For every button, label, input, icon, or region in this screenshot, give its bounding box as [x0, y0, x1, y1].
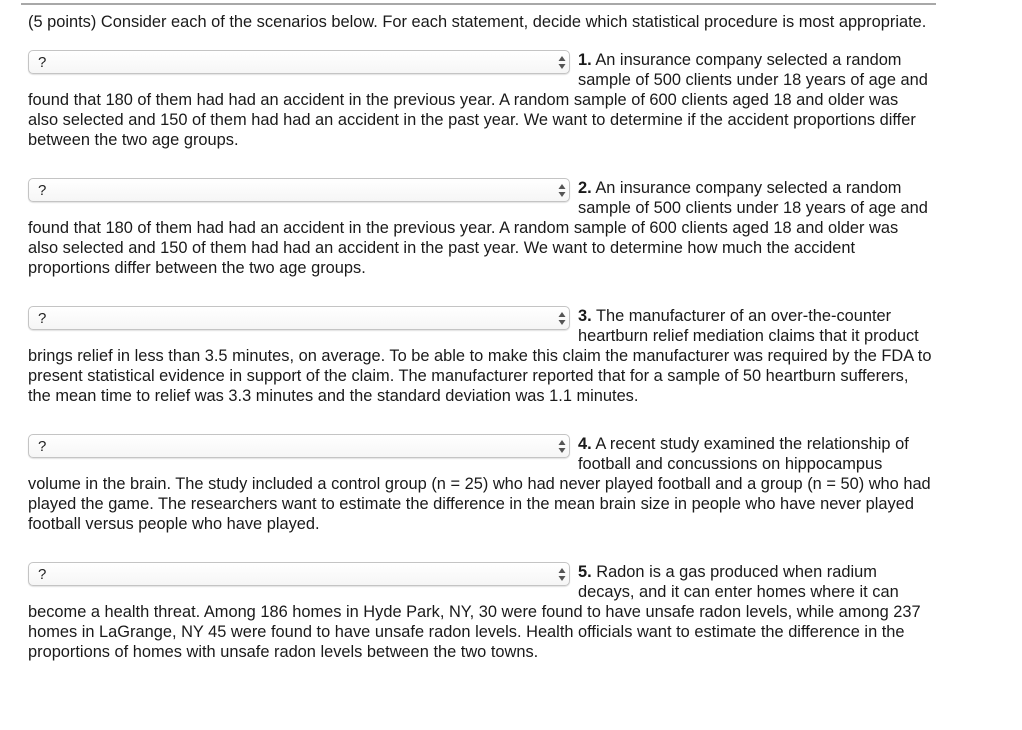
select-value-1: ?	[38, 54, 47, 71]
question-3	[28, 306, 932, 406]
question-text-5: Radon is a gas produced when radium decays, and it can enter homes where it can become a health threat. Among 186 homes in Hyde Park, NY, 30 were found to have unsafe radon levels, while among 237 homes in LaGrange, NY 45 were found to have unsafe radon levels. Health officials want to estimate the difference in the proportions of homes with unsafe radon levels between the two towns.	[28, 563, 921, 661]
updown-arrows-icon	[558, 56, 566, 69]
question-number-2: 2.	[578, 179, 592, 197]
question-text-1: An insurance company selected a random sample of 500 clients under 18 years of age and found that 180 of them had had an accident in the previous year. A random sample of 600 clients aged 18 and older was also selected and 150 of them had had an accident in the past year. We want to determine if the accident proportions differ between the two age groups.	[28, 51, 928, 149]
question-text-4: A recent study examined the relationship of football and concussions on hippocampus volume in the brain. The study included a control group (n = 25) who had never played football and a group (n = 50) who had played the game. The researchers want to estimate the difference in the mean brain size in people who have never played football versus people who have played.	[28, 435, 931, 533]
procedure-select-1[interactable]	[28, 50, 570, 74]
procedure-select-5[interactable]	[28, 562, 570, 586]
question-1	[28, 50, 932, 150]
top-divider	[21, 3, 936, 5]
select-value-4: ?	[38, 438, 47, 455]
select-value-2: ?	[38, 182, 47, 199]
question-4	[28, 434, 932, 534]
procedure-select-3[interactable]	[28, 306, 570, 330]
question-text-3: The manufacturer of an over-the-counter heartburn relief mediation claims that it product brings relief in less than 3.5 minutes, on average. To be able to make this claim the manufacturer was required by the FDA to present statistical evidence in support of the claim. The manufacturer reported that for a sample of 50 heartburn sufferers, the mean time to relief was 3.3 minutes and the standard deviation was 1.1 minutes.	[28, 307, 932, 405]
question-5	[28, 562, 932, 662]
instructions: (5 points) Consider each of the scenarios below. For each statement, decide which statistical procedure is most appropriate.	[28, 13, 927, 31]
select-value-3: ?	[38, 310, 47, 327]
updown-arrows-icon	[558, 568, 566, 581]
updown-arrows-icon	[558, 440, 566, 453]
question-number-4: 4.	[578, 435, 592, 453]
updown-arrows-icon	[558, 184, 566, 197]
procedure-select-4[interactable]	[28, 434, 570, 458]
select-value-5: ?	[38, 566, 47, 583]
updown-arrows-icon	[558, 312, 566, 325]
question-text-2: An insurance company selected a random sample of 500 clients under 18 years of age and found that 180 of them had had an accident in the previous year. A random sample of 600 clients aged 18 and older was also selected and 150 of them had had an accident in the past year. We want to determine how much the accident proportions differ between the two age groups.	[28, 179, 928, 277]
procedure-select-2[interactable]	[28, 178, 570, 202]
question-number-5: 5.	[578, 563, 592, 581]
question-2	[28, 178, 932, 278]
question-set	[28, 12, 932, 690]
question-number-3: 3.	[578, 307, 592, 325]
question-number-1: 1.	[578, 51, 592, 69]
